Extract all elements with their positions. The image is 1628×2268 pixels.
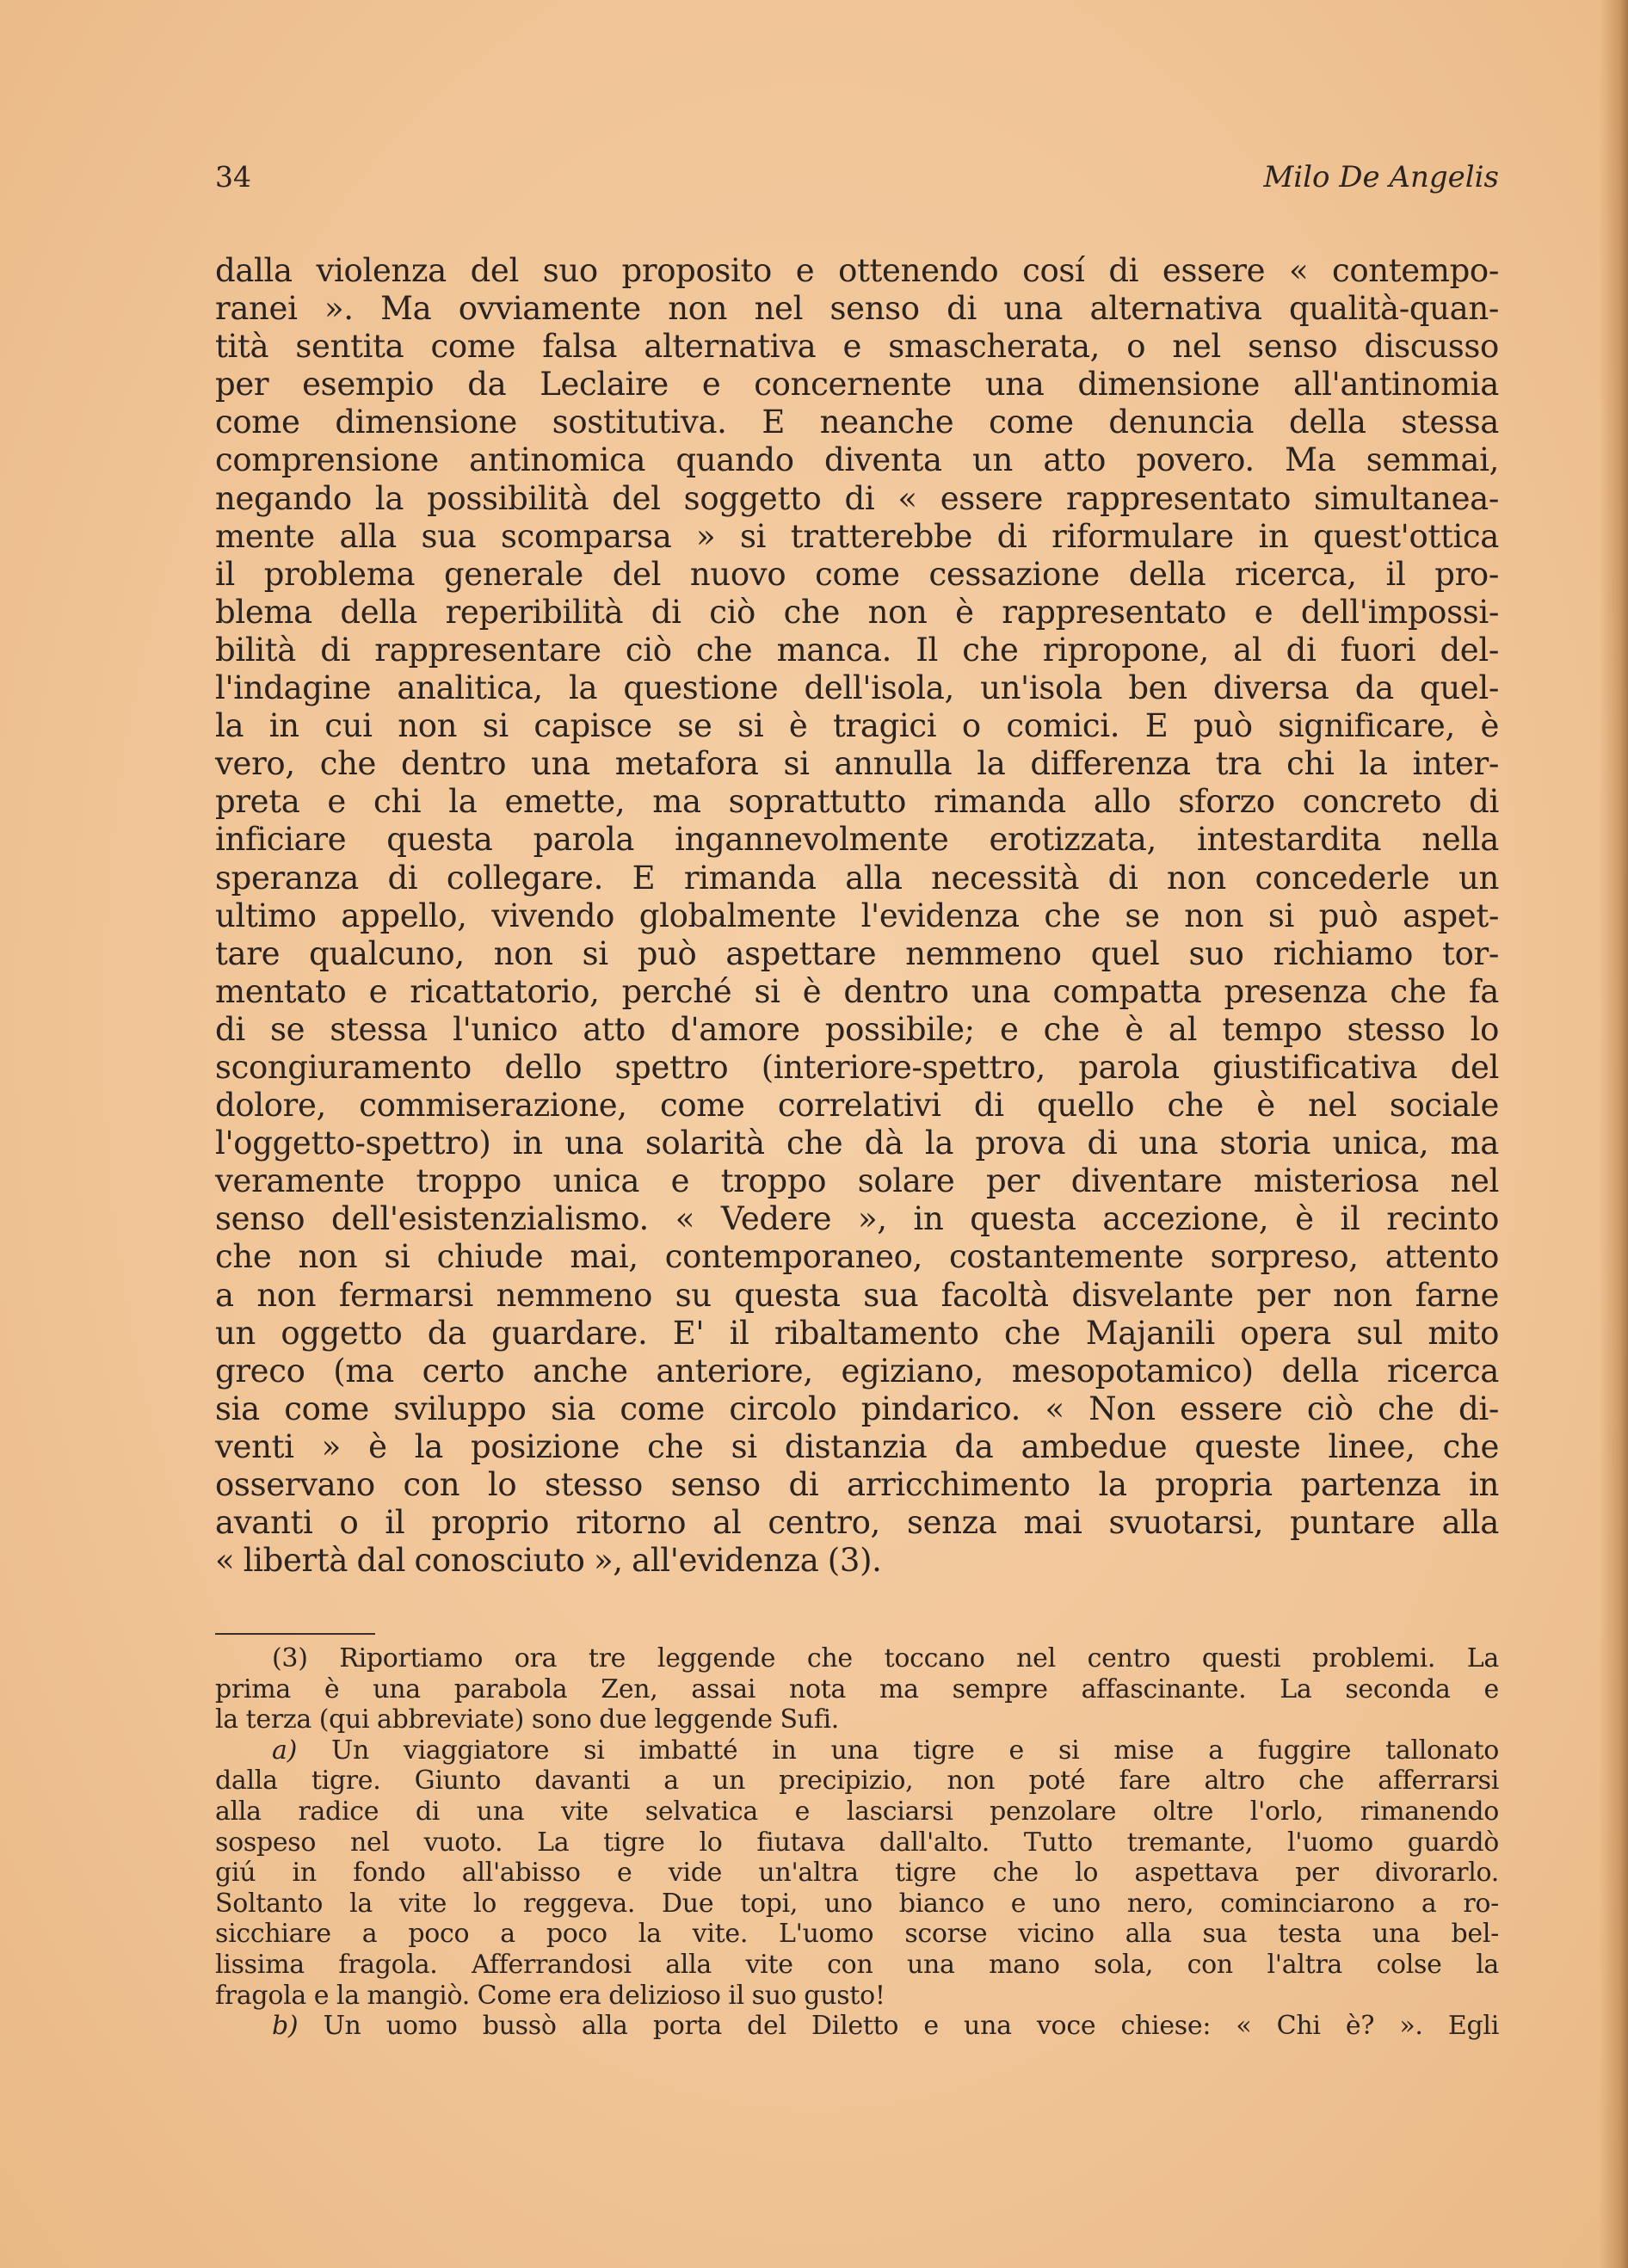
body-line: veramente troppo unica e troppo solare per diventare misteriosa nel — [215, 1162, 1499, 1200]
body-line: a non fermarsi nemmeno su questa sua facoltà disvelante per non farne — [215, 1276, 1499, 1314]
body-line: bilità di rappresentare ciò che manca. Il che ripropone, al di fuori del- — [215, 631, 1499, 669]
footnote-rule — [215, 1633, 375, 1635]
body-line: la in cui non si capisce se si è tragici o comici. E può significare, è — [215, 707, 1499, 745]
body-line: ranei ». Ma ovviamente non nel senso di una alternativa qualità-quan- — [215, 290, 1499, 328]
body-line: osservano con lo stesso senso di arricchimento la propria partenza in — [215, 1466, 1499, 1503]
body-line: avanti o il proprio ritorno al centro, senza mai svuotarsi, puntare alla — [215, 1504, 1499, 1542]
footnote-line: (3) Riportiamo ora tre leggende che toccano nel centro questi problemi. La — [272, 1643, 1499, 1673]
body-line: il problema generale del nuovo come cessazione della ricerca, il pro- — [215, 555, 1499, 593]
body-text — [215, 252, 1499, 1580]
body-line: inficiare questa parola ingannevolmente erotizzata, intestardita nella — [215, 821, 1499, 859]
body-line: tità sentita come falsa alternativa e smascherata, o nel senso discusso — [215, 328, 1499, 366]
body-line: l'oggetto-spettro) in una solarità che dà la prova di una storia unica, ma — [215, 1125, 1499, 1162]
footnote-line: prima è una parabola Zen, assai nota ma sempre affascinante. La seconda e — [215, 1673, 1499, 1704]
body-line: l'indagine analitica, la questione dell'isola, un'isola ben diversa da quel- — [215, 669, 1499, 707]
body-line: comprensione antinomica quando diventa un atto povero. Ma semmai, — [215, 441, 1499, 479]
footnote-line: Soltanto la vite lo reggeva. Due topi, uno bianco e uno nero, cominciarono a ro- — [215, 1888, 1499, 1919]
body-line: ultimo appello, vivendo globalmente l'evidenza che se non si può aspet- — [215, 897, 1499, 934]
body-line: per esempio da Leclaire e concernente una dimensione all'antinomia — [215, 366, 1499, 404]
page-header — [215, 160, 1499, 203]
page-number: 34 — [215, 160, 251, 194]
body-line: dolore, commiserazione, come correlativi di quello che è nel sociale — [215, 1087, 1499, 1125]
body-line: un oggetto da guardare. E' il ribaltamento che Majanili opera sul mito — [215, 1314, 1499, 1352]
footnote-item-b — [215, 2011, 1499, 2042]
footnote — [215, 1643, 1499, 2042]
body-line: preta e chi la emette, ma soprattutto rimanda allo sforzo concreto di — [215, 783, 1499, 821]
footnote-line: sospeso nel vuoto. La tigre lo fiutava dall'alto. Tutto tremante, l'uomo guardò — [215, 1827, 1499, 1858]
body-line: greco (ma certo anche anteriore, egiziano, mesopotamico) della ricerca — [215, 1352, 1499, 1390]
footnote-line: dalla tigre. Giunto davanti a un precipizio, non poté fare altro che afferrarsi — [215, 1766, 1499, 1797]
running-head: Milo De Angelis — [1263, 160, 1499, 194]
body-line: blema della reperibilità di ciò che non è rappresentato e dell'impossi- — [215, 593, 1499, 631]
footnote-line: lissima fragola. Afferrandosi alla vite con una mano sola, con l'altra colse la — [215, 1949, 1499, 1980]
footnote-line: giú in fondo all'abisso e vide un'altra tigre che lo aspettava per divorarlo. — [215, 1858, 1499, 1889]
spine-shadow — [1599, 0, 1628, 2268]
body-line: che non si chiude mai, contemporaneo, costantemente sorpreso, attento — [215, 1238, 1499, 1276]
body-line: negando la possibilità del soggetto di « essere rappresentato simultanea- — [215, 479, 1499, 517]
footnote-line: Un uomo bussò alla porta del Diletto e una voce chiese: « Chi è? ». Egli — [323, 2011, 1499, 2042]
footnote-line: sicchiare a poco a poco la vite. L'uomo scorse vicino alla sua testa una bel- — [215, 1919, 1499, 1950]
footnote-line: alla radice di una vite selvatica e lasciarsi penzolare oltre l'orlo, rimanendo — [215, 1796, 1499, 1827]
body-line: scongiuramento dello spettro (interiore-spettro, parola giustificativa del — [215, 1048, 1499, 1086]
body-line: senso dell'esistenzialismo. « Vedere », in questa accezione, è il recinto — [215, 1200, 1499, 1238]
footnote-marker: a) — [272, 1735, 297, 1766]
body-line: mentato e ricattatorio, perché si è dentro una compatta presenza che fa — [215, 972, 1499, 1010]
body-line: come dimensione sostitutiva. E neanche come denuncia della stessa — [215, 404, 1499, 441]
body-line: vero, che dentro una metafora si annulla la differenza tra chi la inter- — [215, 745, 1499, 783]
footnote-line: Un viaggiatore si imbatté in una tigre e si mise a fuggire tallonato — [330, 1735, 1499, 1766]
footnote-item-a — [215, 1735, 1499, 1766]
body-line: sia come sviluppo sia come circolo pindarico. « Non essere ciò che di- — [215, 1390, 1499, 1427]
body-line: dalla violenza del suo proposito e ottenendo cosí di essere « contempo- — [215, 252, 1499, 289]
body-line: speranza di collegare. E rimanda alla necessità di non concederle un — [215, 859, 1499, 897]
body-line: « libertà dal conosciuto », all'evidenza (3). — [215, 1542, 882, 1580]
footnote-line: fragola e la mangiò. Come era delizioso il suo gusto! — [215, 1980, 885, 2011]
body-line: tare qualcuno, non si può aspettare nemmeno quel suo richiamo tor- — [215, 934, 1499, 972]
body-line: di se stessa l'unico atto d'amore possibile; e che è al tempo stesso lo — [215, 1010, 1499, 1048]
footnote-marker: b) — [272, 2011, 299, 2042]
footnote-line: la terza (qui abbreviate) sono due leggende Sufi. — [215, 1704, 840, 1735]
body-line: mente alla sua scomparsa » si tratterebbe di riformulare in quest'ottica — [215, 517, 1499, 555]
body-line: venti » è la posizione che si distanzia da ambedue queste linee, che — [215, 1427, 1499, 1465]
